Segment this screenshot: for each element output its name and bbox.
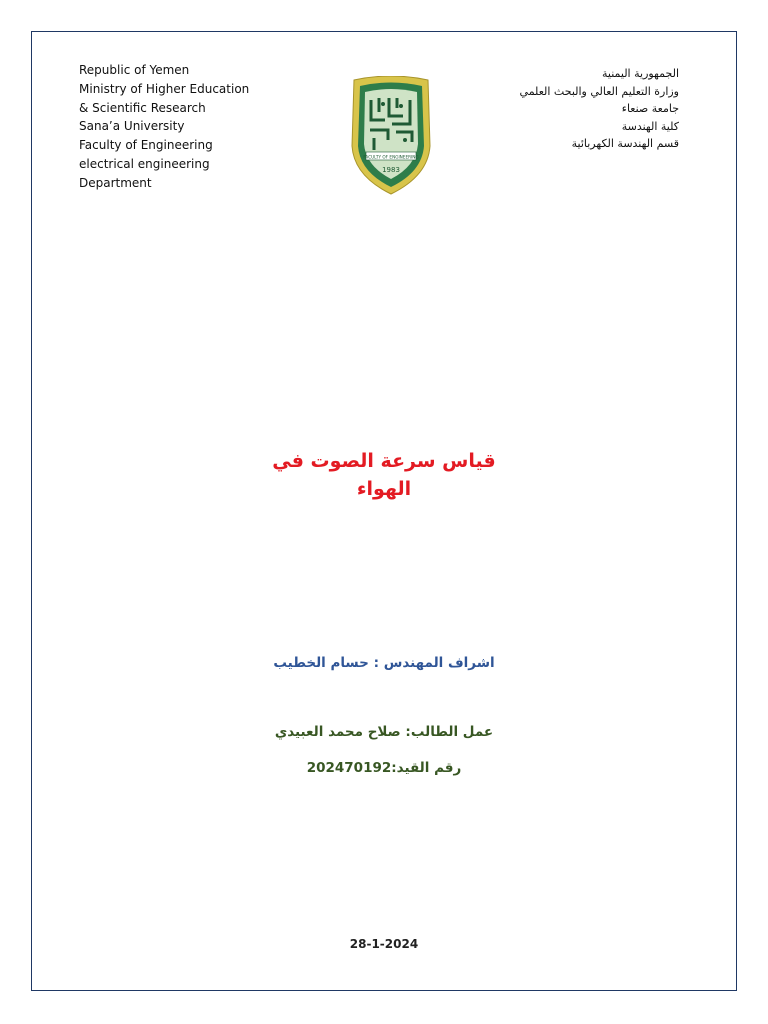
- report-title: [184, 447, 584, 503]
- registration-number: رقم القيد:202470192: [306, 760, 462, 776]
- svg-text:1983: 1983: [382, 166, 400, 174]
- header-english-line: electrical engineering: [79, 156, 210, 171]
- header-english-line: Republic of Yemen: [79, 63, 190, 77]
- header-english-line: Department: [79, 175, 152, 190]
- header-english-block: [79, 61, 309, 193]
- header-arabic-line: جامعة صنعاء: [621, 102, 679, 115]
- header-english-line: Faculty of Engineering: [79, 138, 213, 153]
- supervisor-line: اشراف المهندس : حسام الخطيب: [273, 655, 495, 671]
- header-english-line: Sana’a University: [79, 119, 185, 134]
- header-arabic-block: [419, 65, 679, 153]
- report-title-line-1: قياس سرعة الصوت في: [272, 450, 496, 472]
- report-title-line-2: الهواء: [356, 478, 412, 500]
- svg-text:FACULTY OF ENGINEERING: FACULTY OF ENGINEERING: [363, 154, 419, 160]
- header-english-line: & Scientific Research: [79, 100, 206, 115]
- report-date: 28-1-2024: [349, 937, 419, 951]
- header-arabic-line: الجمهورية اليمنية: [601, 67, 679, 80]
- header-english-line: Ministry of Higher Education: [79, 81, 250, 96]
- student-line: عمل الطالب: صلاح محمد العبيدي: [274, 724, 494, 740]
- header-arabic-line: وزارة التعليم العالي والبحث العلمي: [519, 84, 679, 98]
- header-arabic-line: قسم الهندسة الكهربائية: [571, 137, 679, 150]
- header-arabic-line: كلية الهندسة: [621, 119, 679, 133]
